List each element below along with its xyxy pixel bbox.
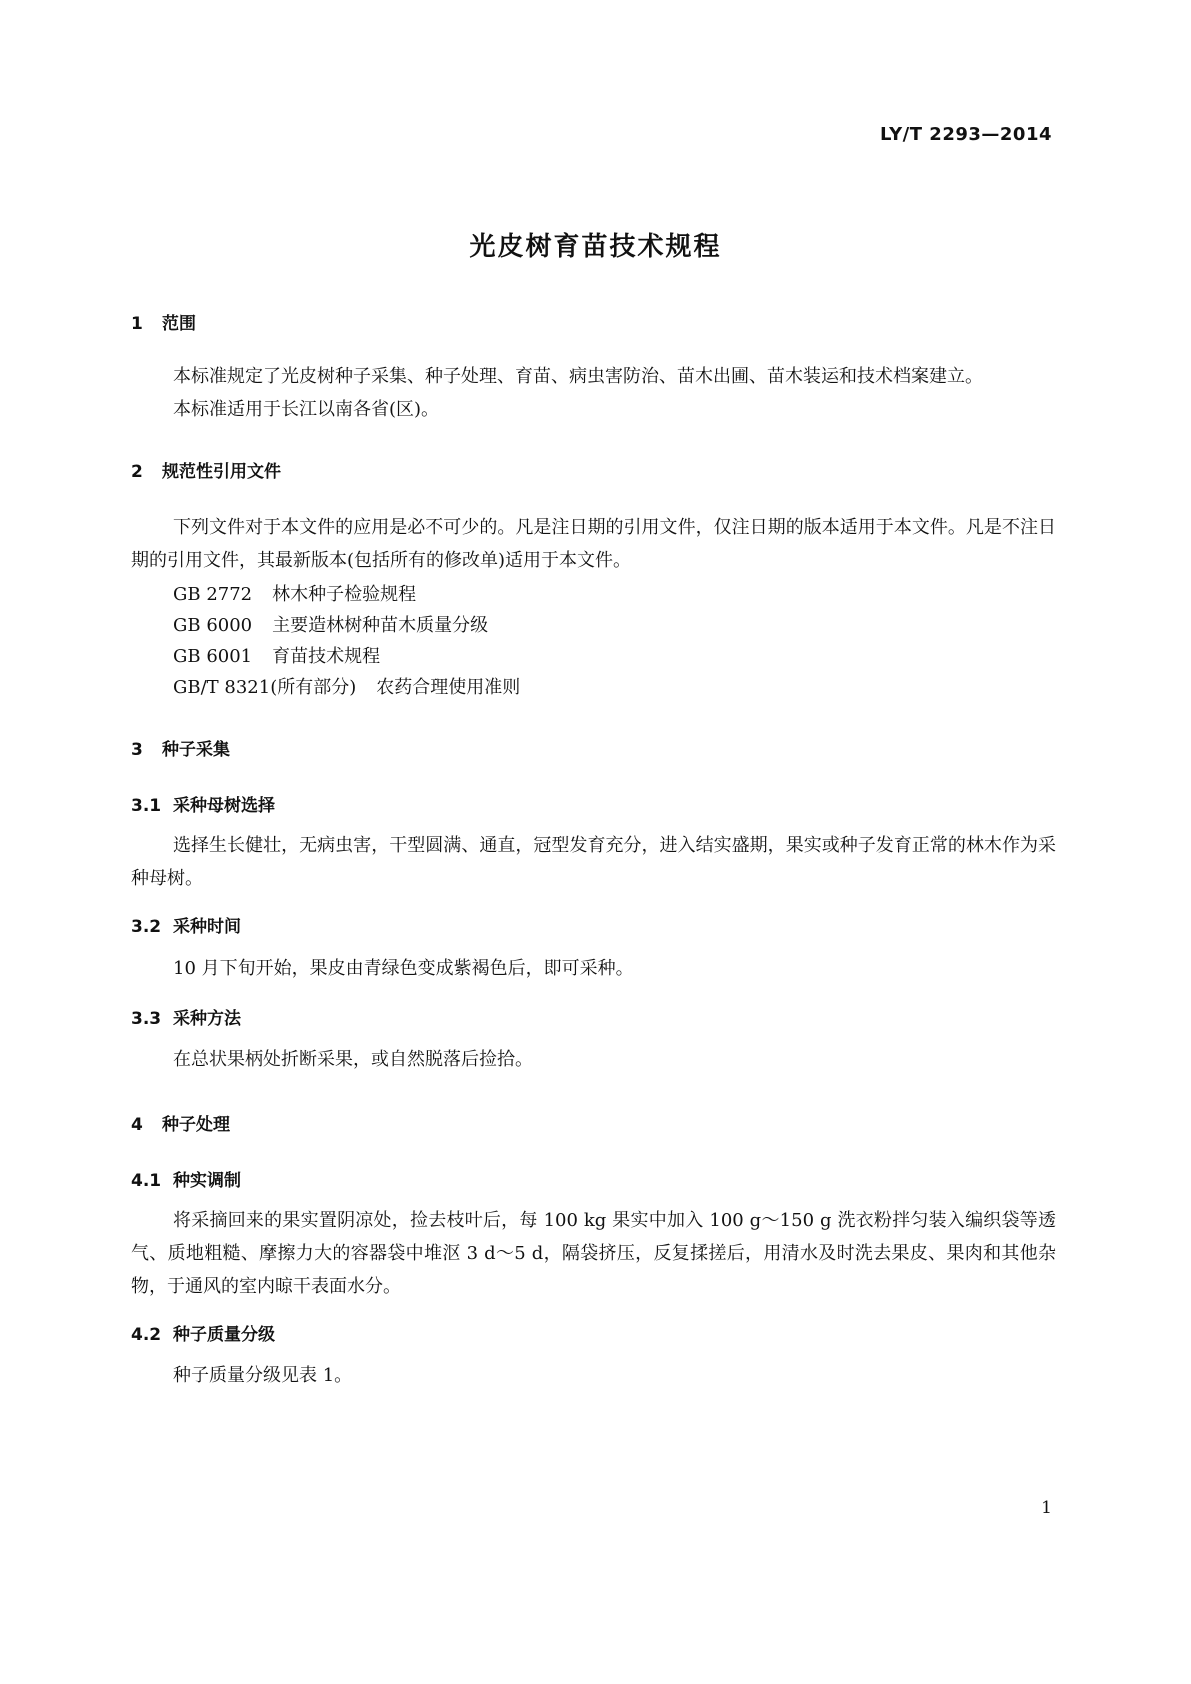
section-number: 4 (131, 1115, 143, 1135)
paragraph: 本标准规定了光皮树种子采集、种子处理、育苗、病虫害防治、苗木出圃、苗木装运和技术档案建立。 (173, 366, 983, 387)
subsection-number: 3.3 (131, 1009, 162, 1029)
subsection-4-1-heading (131, 1166, 241, 1191)
paragraph: 本标准适用于长江以南各省(区)。 (173, 399, 440, 420)
reference-code: GB 2772 (173, 584, 253, 605)
subsection-title: 种子质量分级 (173, 1325, 275, 1345)
reference-title: 育苗技术规程 (272, 646, 381, 667)
reference-code: GB 6000 (173, 615, 253, 636)
subsection-3-3-heading (131, 1004, 241, 1029)
paragraph: 在总状果柄处折断采果，或自然脱落后捡拾。 (173, 1049, 533, 1070)
subsection-number: 4.2 (131, 1325, 162, 1345)
paragraph: 下列文件对于本文件的应用是必不可少的。凡是注日期的引用文件，仅注日期的版本适用于本文件。凡是不注日期的引用文件，其最新版本(包括所有的修改单)适用于本文件。 (131, 517, 1056, 571)
reference-title: 林木种子检验规程 (272, 584, 417, 605)
subsection-title: 种实调制 (173, 1171, 241, 1191)
subsection-number: 4.1 (131, 1171, 162, 1191)
reference-title: 主要造林树种苗木质量分级 (272, 615, 489, 636)
reference-item (173, 673, 520, 699)
reference-item (173, 611, 488, 637)
paragraph: 选择生长健壮，无病虫害，干型圆满、通直，冠型发育充分，进入结实盛期，果实或种子发育正常的林木作为采种母树。 (131, 835, 1056, 889)
paragraph: 10 月下旬开始，果皮由青绿色变成紫褐色后，即可采种。 (173, 958, 634, 979)
reference-code: GB 6001 (173, 646, 253, 667)
section-number: 1 (131, 314, 143, 334)
paragraph: 将采摘回来的果实置阴凉处，捡去枝叶后，每 100 kg 果实中加入 100 g～150 g 洗衣粉拌匀装入编织袋等透气、质地粗糙、摩擦力大的容器袋中堆沤 3 d～5 d，隔袋挤压，反复揉搓后，用清水及时洗去果皮、果肉和其他杂物，于通风的室内晾干表面水分。 (131, 1210, 1056, 1297)
document-title: 光皮树育苗技术规程 (469, 232, 722, 262)
section-title: 规范性引用文件 (162, 462, 281, 482)
subsection-3-1-heading (131, 791, 275, 816)
section-2-heading (131, 457, 281, 482)
subsection-title: 采种时间 (173, 917, 241, 937)
section-number: 2 (131, 462, 143, 482)
section-number: 3 (131, 740, 143, 760)
page-number: 1 (1041, 1498, 1052, 1518)
subsection-3-2-heading (131, 912, 241, 937)
section-4-heading (131, 1110, 230, 1135)
subsection-4-2-heading (131, 1320, 275, 1345)
reference-code: GB/T 8321(所有部分) (173, 677, 357, 698)
subsection-number: 3.1 (131, 796, 162, 816)
section-title: 种子处理 (162, 1115, 230, 1135)
subsection-number: 3.2 (131, 917, 162, 937)
paragraph: 种子质量分级见表 1。 (173, 1365, 353, 1386)
section-title: 种子采集 (162, 740, 230, 760)
subsection-title: 采种母树选择 (173, 796, 275, 816)
reference-item (173, 580, 416, 606)
subsection-title: 采种方法 (173, 1009, 241, 1029)
reference-item (173, 642, 380, 668)
section-1-heading (131, 309, 196, 334)
section-3-heading (131, 735, 230, 760)
reference-title: 农药合理使用准则 (376, 677, 521, 698)
standard-code: LY/T 2293—2014 (879, 124, 1052, 145)
section-title: 范围 (162, 314, 196, 334)
